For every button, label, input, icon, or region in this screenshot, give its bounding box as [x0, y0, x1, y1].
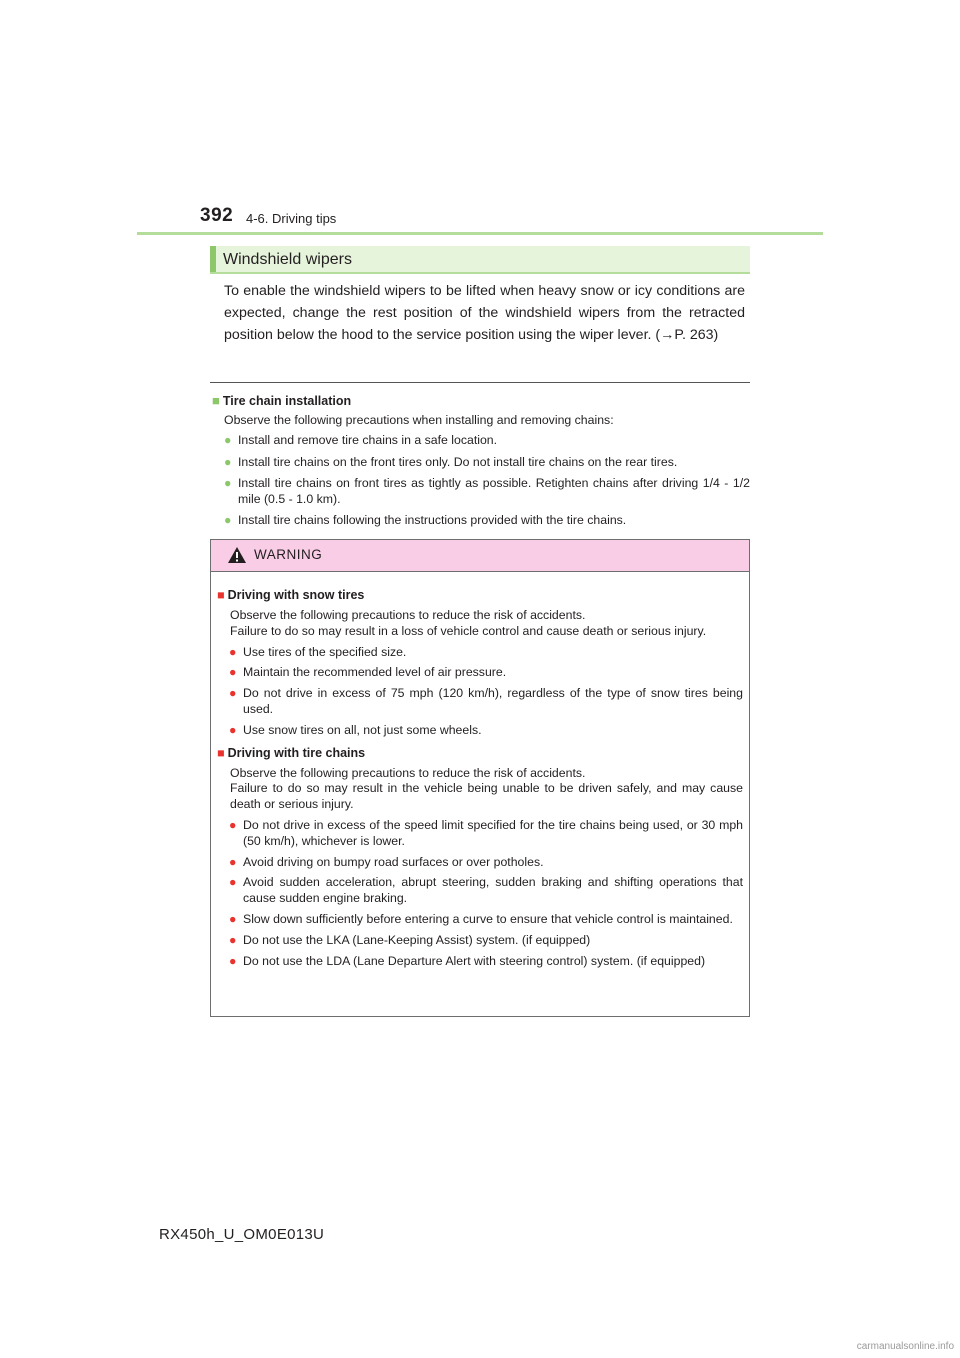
list-item: ● Install and remove tire chains in a safe location. [224, 433, 498, 447]
warning-header [211, 540, 749, 572]
round-bullet-icon: ● [229, 686, 237, 701]
warning-body [211, 572, 749, 969]
list-item: ● Install tire chains following the instructions provided with the tire chains. [224, 513, 627, 527]
list-item: ● Slow down sufficiently before entering a curve to ensure that vehicle control is maintained. [229, 911, 733, 926]
warning-box [210, 539, 750, 1017]
tire-chains-text-line: Observe the following precautions to reduce the risk of accidents. [230, 765, 586, 780]
windshield-body: To enable the windshield wipers to be lifted when heavy snow or icy conditions are expected, change the rest position of the windshield wipers from the retracted position below the hood to the service position using the wiper lever. (→P. 263) [224, 283, 745, 343]
windshield-title: Windshield wipers [223, 251, 352, 268]
round-bullet-icon: ● [224, 476, 232, 490]
round-bullet-icon: ● [229, 665, 237, 680]
warning-label: WARNING [254, 547, 323, 562]
round-bullet-icon: ● [229, 854, 237, 869]
snow-tires-text [230, 608, 743, 640]
snow-tires-list [217, 645, 743, 739]
section-divider [210, 382, 750, 383]
list-item: ● Do not use the LDA (Lane Departure Alert with steering control) system. (if equipped) [229, 953, 706, 968]
snow-tires-text-line: Observe the following precautions to reduce the risk of accidents. [230, 608, 586, 622]
round-bullet-icon: ● [229, 644, 237, 659]
snow-tires-text-line: Failure to do so may result in a loss of vehicle control and cause death or serious injury. [230, 623, 707, 638]
list-item: ● Do not use the LKA (Lane-Keeping Assist) system. (if equipped) [229, 932, 591, 947]
square-bullet-icon: ■ [217, 745, 225, 760]
list-item: ● Maintain the recommended level of air pressure. [229, 665, 507, 680]
round-bullet-icon: ● [229, 875, 237, 890]
list-item: ● Avoid sudden acceleration, abrupt steering, sudden braking and shifting operations that cause sudden engine braking. [229, 875, 743, 906]
list-item: ● Use snow tires on all, not just some wheels. [229, 722, 482, 737]
round-bullet-icon: ● [229, 722, 237, 737]
round-bullet-icon: ● [229, 817, 237, 832]
header-rule [137, 232, 823, 235]
tire-chain-lead: Observe the following precautions when installing and removing chains: [224, 413, 614, 427]
warning-triangle-icon [227, 546, 247, 564]
round-bullet-icon: ● [229, 932, 237, 947]
round-bullet-icon: ● [224, 513, 232, 527]
footer-code: RX450h_U_OM0E013U [159, 1226, 325, 1243]
tire-chain-list [212, 433, 750, 529]
list-item: ● Install tire chains on front tires as tightly as possible. Retighten chains after driving 1/4 - 1/2 mile (0.5 - 1.0 km). [224, 476, 750, 506]
tire-chains-text-line: Failure to do so may result in the vehicle being unable to be driven safely, and may cause death or serious injury. [230, 781, 743, 812]
list-item: ● Do not drive in excess of the speed limit specified for the tire chains being used, or 30 mph (50 km/h), whichever is lower. [229, 817, 743, 848]
tire-chain-section [212, 393, 750, 529]
list-item: ● Use tires of the specified size. [229, 644, 407, 659]
round-bullet-icon: ● [229, 911, 237, 926]
tire-chains-text [230, 766, 743, 813]
heading-accent-bar [210, 246, 216, 272]
tire-chains-list [217, 818, 743, 969]
round-bullet-icon: ● [229, 953, 237, 968]
round-bullet-icon: ● [224, 433, 232, 447]
section-label: 4-6. Driving tips [246, 211, 337, 226]
tire-chain-heading: ■ Tire chain installation [212, 393, 352, 408]
square-bullet-icon: ■ [212, 393, 220, 408]
page-number: 392 [200, 205, 234, 226]
list-item: ● Install tire chains on the front tires only. Do not install tire chains on the rear tires. [224, 454, 678, 469]
square-bullet-icon: ■ [217, 588, 225, 602]
windshield-heading [210, 246, 750, 274]
tire-chains-heading: ■ Driving with tire chains [217, 745, 366, 760]
snow-tires-heading: ■ Driving with snow tires [217, 588, 365, 602]
watermark: carmanualsonline.info [856, 1341, 954, 1352]
list-item: ● Avoid driving on bumpy road surfaces or over potholes. [229, 854, 544, 869]
round-bullet-icon: ● [224, 454, 232, 469]
list-item: ● Do not drive in excess of 75 mph (120 km/h), regardless of the type of snow tires being used. [229, 686, 743, 716]
